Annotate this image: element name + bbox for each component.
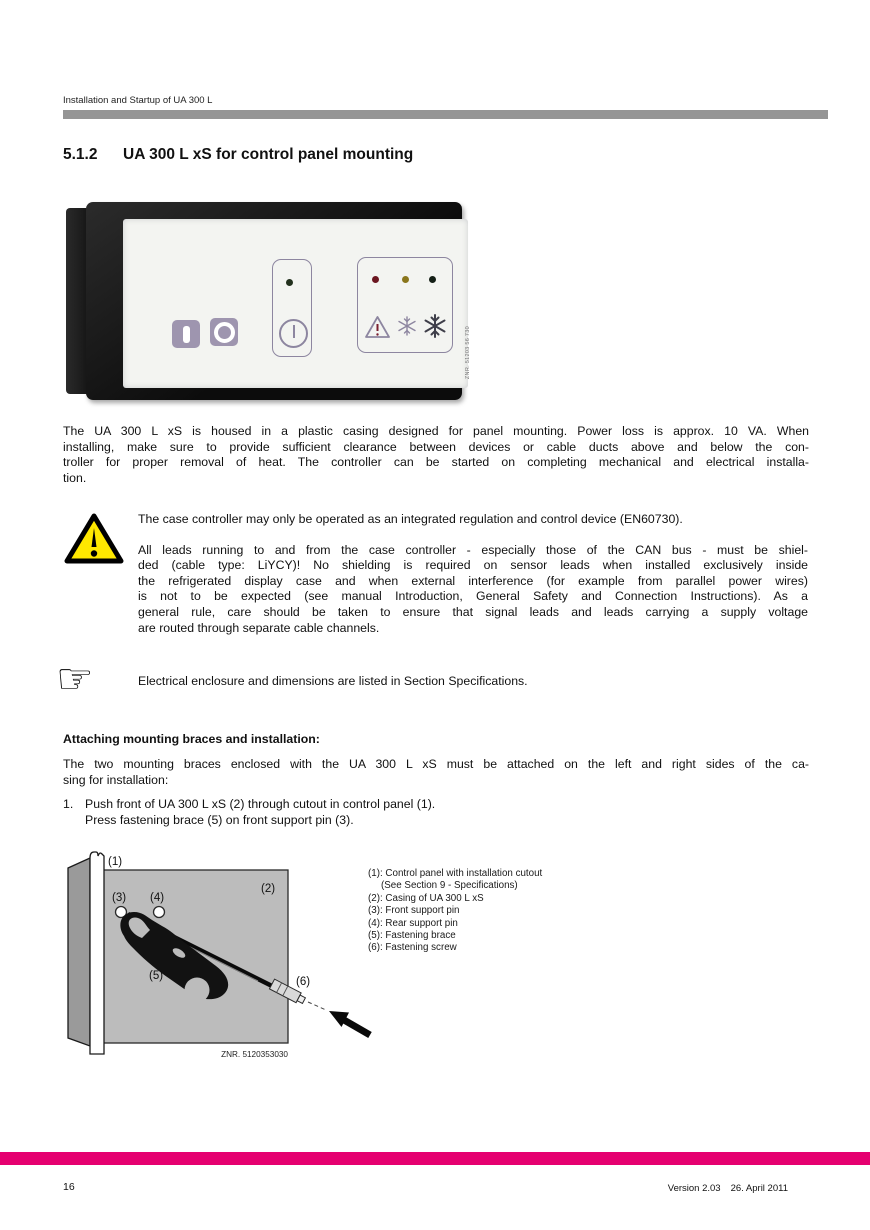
diagram-label-4: (4) — [150, 892, 165, 904]
legend-line: (4): Rear support pin — [368, 917, 458, 929]
footer-magenta-bar — [0, 1152, 870, 1165]
direction-arrow-shaft — [344, 1020, 370, 1035]
device-photo — [66, 200, 471, 404]
intro-line: installing, make sure to provide sufficient clearance between devices or cable ducts above and below the con- — [63, 439, 809, 454]
diagram-label-5: (5) — [149, 970, 164, 982]
intro-paragraph — [63, 424, 809, 486]
device-bezel — [86, 202, 462, 400]
attach-intro-line: sing for installation: — [63, 772, 169, 787]
power-field — [272, 259, 312, 357]
attach-intro-line: The two mounting braces enclosed with the UA 300 L xS must be attached on the left and right sides of the ca- — [63, 757, 809, 771]
diagram-label-3: (3) — [112, 892, 127, 904]
diagram-label-1: (1) — [108, 856, 123, 868]
warning-text — [138, 512, 808, 636]
warning-line: ded (cable type: LiYCY)! No shielding is required on sensor leads when installed exclusively inside — [138, 558, 808, 573]
warning-line: general rule, care should be taken to ensure that signal leads and leads carrying a supply voltage — [138, 604, 808, 619]
on-glyph-icon — [183, 326, 190, 343]
diagram-label-6: (6) — [296, 976, 311, 988]
intro-line: troller for proper removal of heat. The controller can be started on completing mechanical and electrical installa- — [63, 455, 809, 470]
spacer — [138, 528, 808, 543]
alarm-triangle-icon — [364, 314, 391, 340]
device-front-panel — [123, 219, 468, 388]
warning-line: are routed through separate cable channels. — [138, 620, 380, 635]
power-off-switch — [210, 318, 238, 346]
off-glyph-icon — [214, 322, 235, 343]
date-text: 26. April 2011 — [730, 1183, 788, 1194]
step-text — [85, 797, 435, 828]
step-number: 1. — [63, 797, 74, 811]
cooling-snowflake-icon — [421, 312, 449, 340]
power-symbol-icon — [279, 319, 308, 348]
photo-part-number: ZNR. 51203 56 730 — [465, 326, 471, 380]
section-heading — [63, 146, 413, 164]
legend-line: (5): Fastening brace — [368, 930, 456, 942]
cooling-led — [429, 276, 436, 283]
attach-heading: Attaching mounting braces and installation: — [63, 732, 320, 746]
warning-line: is not to be expected (see manual Introduction, General Safety and Connection Instructions). As a — [138, 589, 808, 604]
note-text: Electrical enclosure and dimensions are listed in Section Specifications. — [138, 674, 528, 688]
status-icon-row — [358, 310, 452, 346]
legend-line: (2): Casing of UA 300 L xS — [368, 892, 484, 904]
brace-cutout — [185, 978, 210, 1003]
diagram-znr: ZNR. 5120353030 — [221, 1050, 288, 1059]
warning-line: the refrigerated display case and when external interference (for example from parallel power wires) — [138, 573, 808, 588]
legend-line: (1): Control panel with installation cutout — [368, 868, 543, 879]
footer-version — [668, 1183, 788, 1194]
control-panel-strip — [90, 852, 104, 1054]
step-line: Push front of UA 300 L xS (2) through cutout in control panel (1). — [85, 797, 436, 811]
legend-line: (6): Fastening screw — [368, 942, 457, 954]
defrost-led — [402, 276, 409, 283]
legend-line: (See Section 9 - Specifications) — [381, 880, 518, 892]
step-line: Press fastening brace (5) on front support pin (3). — [85, 812, 354, 827]
diagram-legend — [368, 868, 542, 955]
defrost-snowflake-icon — [395, 314, 419, 340]
power-on-switch — [172, 320, 200, 348]
warning-triangle-icon — [63, 511, 125, 567]
warning-para1: The case controller may only be operated as an integrated regulation and control device (EN60730). — [138, 512, 683, 526]
power-symbol-bar — [293, 325, 296, 338]
power-led — [286, 279, 293, 286]
section-number: 5.1.2 — [63, 146, 98, 163]
panel-edge — [68, 858, 90, 1046]
mounting-diagram — [58, 848, 380, 1066]
intro-line: tion. — [63, 470, 87, 485]
rear-support-pin — [154, 907, 165, 918]
alarm-led — [372, 276, 379, 283]
running-header: Installation and Startup of UA 300 L — [63, 95, 213, 106]
header-rule — [63, 110, 828, 119]
diagram-label-2: (2) — [261, 883, 276, 895]
legend-line: (3): Front support pin — [368, 905, 460, 917]
pointing-hand-icon: ☞ — [56, 655, 94, 702]
intro-line: The UA 300 L xS is housed in a plastic casing designed for panel mounting. Power loss is approx. 10 VA. When — [63, 424, 809, 438]
status-field — [357, 257, 453, 353]
page-number: 16 — [63, 1181, 75, 1193]
section-title: UA 300 L xS for control panel mounting — [123, 146, 414, 163]
attach-intro — [63, 757, 809, 788]
warning-line: All leads running to and from the case controller - especially those of the CAN bus - must be shiel- — [138, 542, 808, 557]
version-text: Version 2.03 — [667, 1183, 721, 1194]
dashed-guide — [308, 1002, 326, 1010]
